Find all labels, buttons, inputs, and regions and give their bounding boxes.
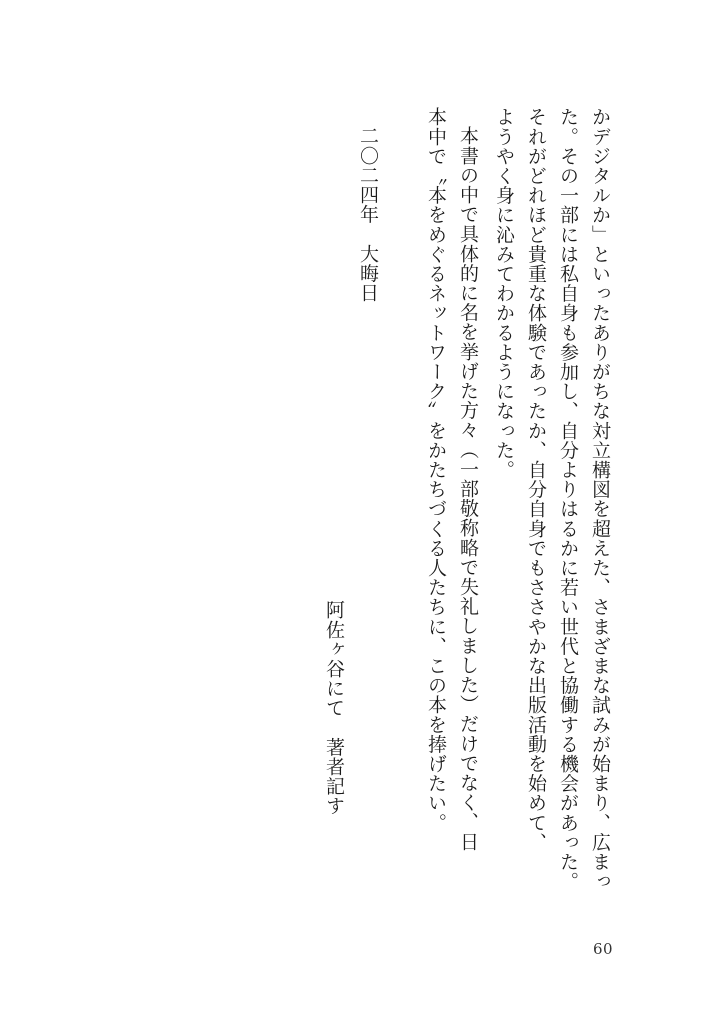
signature-place-author: 阿佐ヶ谷にて 著者記す — [323, 600, 345, 816]
body-line-1: かデジタルか」といったありがちな対立構図を超えた、さまざまな試みが始まり、広まっ — [589, 107, 611, 891]
body-line-5: 本書の中で具体的に名を挙げた方々（一部敬称略で失礼しました）だけでなく、日 — [457, 126, 479, 852]
page-number: 60 — [593, 940, 614, 958]
body-line-4: ようやく身に沁みてわかるようになった。 — [493, 107, 515, 480]
body-line-2: た。その一部には私自身も参加し、自分よりはるかに若い世代と協働する機会があった。 — [557, 107, 579, 891]
body-line-6: 本中で〝本をめぐるネットワーク〟をかたちづくる人たちに、この本を捧げたい。 — [425, 107, 447, 833]
body-line-3: それがどれほど貴重な体験であったか、自分自身でもささやかな出版活動を始めて、 — [525, 107, 547, 852]
signature-date: 二〇二四年 大晦日 — [357, 126, 379, 303]
